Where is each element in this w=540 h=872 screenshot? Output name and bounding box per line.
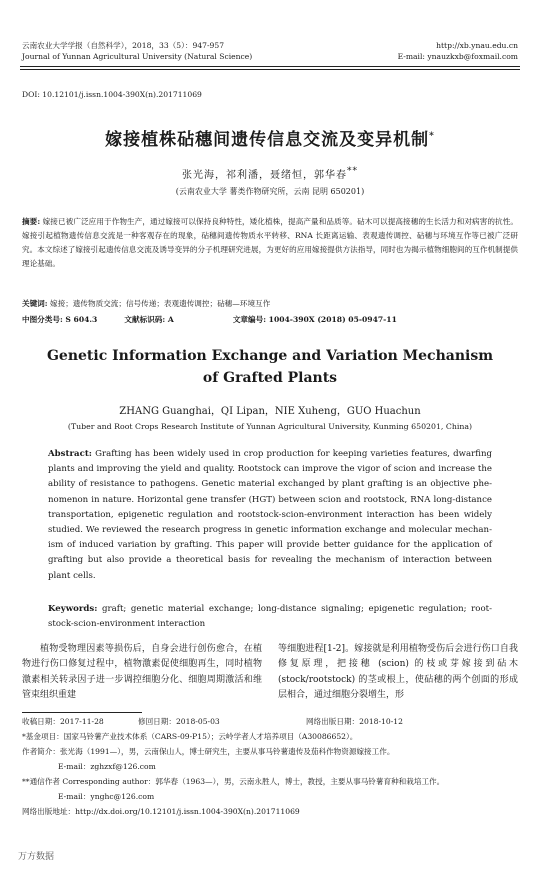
keywords-en-text: graft; genetic material exchange; long-distance signaling; epigenetic regulation; root-stock-scion-environment interaction <box>48 604 493 630</box>
wanfang-watermark: 万方数据 <box>18 852 55 862</box>
footnote-corresponding: **通信作者 Corresponding author：郭华春（1963—），男，云南永胜人，博士，教授，主要从事马铃薯育种和栽培工作。 <box>22 777 445 786</box>
authors-cn-footnote-mark: ** <box>347 166 358 177</box>
abstract-en <box>48 447 492 584</box>
keywords-en-label: Keywords: <box>48 604 98 614</box>
footnote-corr-email[interactable]: E-mail：ynghc@126.com <box>58 792 155 801</box>
abstract-en-label: Abstract: <box>48 449 92 459</box>
footnote-rule <box>22 712 142 713</box>
received-date: 收稿日期：2017-11-28 <box>22 717 104 726</box>
class-number: 中图分类号: S 604.3 <box>22 315 98 324</box>
body-right-text: 等细胞进程[1-2]。嫁接就是利用植物受伤后会进行伤口自我修复原理，把接穗 (scion) 的枝或芽嫁接到砧木 (stock/rootstock) 的茎或根上，使砧穗的两个创面的形成层相合，通过细胞分裂增生，形 <box>278 644 518 701</box>
revised-date: 修回日期：2018-05-03 <box>138 717 220 726</box>
article-number: 文章编号: 1004-390X (2018) 05-0947-11 <box>232 315 397 324</box>
authors-cn-text: 张光海，祁利潘，聂绪恒，郭华春 <box>182 170 347 181</box>
footnote-dates <box>22 716 522 727</box>
footnote-author-intro: 作者简介：张光海（1991—），男，云南保山人，博士研究生，主要从事马铃薯遗传及茄科作物资源嫁接工作。 <box>22 747 395 756</box>
journal-citation-cn: 云南农业大学学报（自然科学），2018，33（5）：947-957 <box>22 41 225 50</box>
journal-website[interactable]: http://xb.ynau.edu.cn <box>436 41 518 50</box>
abstract-cn-text: 嫁接已被广泛应用于作物生产，通过嫁接可以保持良种特性，矮化植株，提高产量和品质等。砧木可以提高接穗的生长活力和对病害的抗性。嫁接引起植物遗传信息交流是一种客观存在的现象，砧穗间遗传物质水平转移、RNA 长距离运输、表观遗传调控、砧穗与环境互作等已被广泛研究。本文综述了嫁接引起遗传信息交流及诱导变异的分子机理研究进展，为更好的应用嫁接提供方法指导，同时也为揭示植物细胞间的互作机制提供理论基础。 <box>22 217 518 268</box>
authors-en: ZHANG Guanghai，QI Lipan，NIE Xuheng，GUO Huachun <box>119 406 421 417</box>
title-en-line1: Genetic Information Exchange and Variation Mechanism <box>46 348 494 364</box>
abstract-cn <box>22 215 518 271</box>
footnote-author-email[interactable]: E-mail：zghzxf@126.com <box>58 762 156 771</box>
abstract-cn-label: 摘要: <box>22 217 41 226</box>
authors-cn <box>0 166 540 181</box>
keywords-cn-label: 关键词: <box>22 299 48 308</box>
header-rule-top <box>20 66 520 67</box>
title-cn <box>0 125 540 150</box>
document-code: 文献标识码: A <box>124 315 174 324</box>
title-en <box>0 345 540 389</box>
journal-name-en: Journal of Yunnan Agricultural University (Natural Science) <box>22 52 253 61</box>
footnote-online-url[interactable]: 网络出版地址：http://dx.doi.org/10.12101/j.issn.1004-390X(n).201711069 <box>22 807 300 816</box>
header-rule-bottom <box>20 69 520 70</box>
journal-header-right <box>398 40 518 62</box>
online-date: 网络出版日期：2018-10-12 <box>306 717 403 726</box>
title-cn-footnote-mark: * <box>429 131 435 142</box>
body-left-text: 植物受物理因素等损伤后，自身会进行创伤愈合，在植物进行伤口修复过程中，植物激素促使细胞再生，同时植物激素相关转录因子进一步调控细胞分化、细胞周期激活和维管束组织重建 <box>22 644 262 701</box>
abstract-en-text: Grafting has been widely used in crop production for keeping varieties features, dwarfing plants and improving the yield and quality. Rootstock can improve the vigor of scion and increase the ability of resistance to pathogens. Genetic material exchanged by plant grafting is an objective phe-nomenon in nature. Horizontal gene transfer (HGT) between scion and rootstock, RNA long-distance transportation, epigenetic regulation and rootstock-scion-environment interaction has been widely studied. We reviewed the research progress in genetic information exchange and molecular mechan-ism of induced variation by grafting. This paper will provide better guidance for the application of grafting but also provide a theoretical basis for revealing the mechanism of interaction between plant cells. <box>48 449 493 581</box>
affiliation-en: (Tuber and Root Crops Research Institute of Yunnan Agricultural University, Kunming 650201, China) <box>67 422 473 431</box>
title-en-line2: of Grafted Plants <box>202 370 338 386</box>
body-column-right <box>278 642 518 704</box>
footnote-fund: *基金项目：国家马铃薯产业技术体系（CARS-09-P15）；云岭学者人才培养项目（A30086652）。 <box>22 732 358 741</box>
classification-line <box>22 314 518 325</box>
journal-email[interactable]: E-mail: ynauzkxb@foxmail.com <box>397 52 518 61</box>
doi-line: DOI: 10.12101/j.issn.1004-390X(n).201711069 <box>22 90 202 99</box>
keywords-cn-text: 嫁接；遗传物质交流；信号传递；表观遗传调控；砧穗—环境互作 <box>50 299 271 308</box>
title-cn-text: 嫁接植株砧穗间遗传信息交流及变异机制 <box>105 130 430 150</box>
affiliation-cn: (云南农业大学 薯类作物研究所，云南 昆明 650201) <box>175 187 365 196</box>
keywords-cn <box>22 298 518 309</box>
journal-header-left <box>22 40 252 62</box>
keywords-en <box>48 602 492 632</box>
body-column-left <box>22 642 262 704</box>
